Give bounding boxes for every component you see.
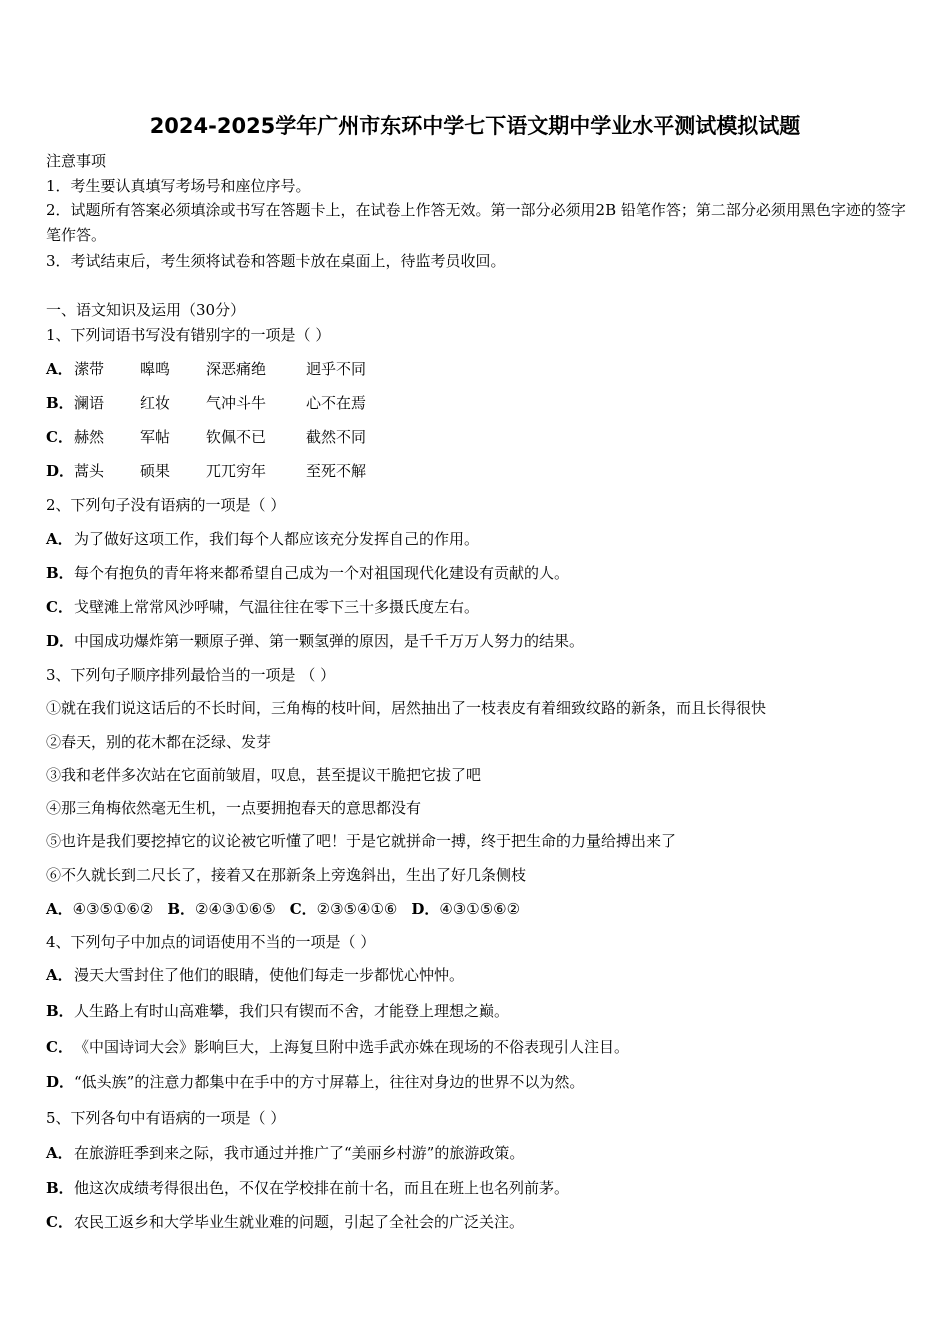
question-2-stem: 2、下列句子没有语病的一项是（ ） [46,496,286,514]
option-text: 他这次成绩考得很出色，不仅在学校排在前十名，而且在班上也名列前茅。 [74,1179,570,1197]
option-letter: B． [46,564,74,582]
option-text: 中国成功爆炸第一颗原子弹、第一颗氢弹的原因，是千千万万人努力的结果。 [74,632,585,650]
option-word: 嗥鸣 [140,360,171,378]
option-letter: D． [46,462,75,480]
option-letter: D． [46,632,75,650]
q5-option-a [46,1142,524,1164]
q3-choice-c [290,898,398,920]
option-word: 截然不同 [306,428,367,446]
option-text: ④③⑤①⑥② [72,900,154,918]
option-letter: B． [167,900,196,918]
q3-sentence-4: ④那三角梅依然毫无生机，一点要拥抱春天的意思都没有 [46,799,422,817]
q1-option-c [46,426,406,448]
question-5-stem: 5、下列各句中有语病的一项是（ ） [46,1109,286,1127]
notice-item-2: 2．试题所有答案必须填涂或书写在答题卡上，在试卷上作答无效。第一部分必须用2B 铅笔作答；第二部分必须用黑色字迹的签字笔作答。 [46,201,906,244]
option-word: 钦佩不已 [206,428,267,446]
option-letter: B． [46,1002,74,1020]
question-4-stem: 4、下列句子中加点的词语使用不当的一项是（ ） [46,933,376,951]
notice-item-3: 3．考试结束后，考生须将试卷和答题卡放在桌面上，待监考员收回。 [46,252,506,270]
q4-option-b [46,1000,509,1022]
q3-sentence-5: ⑤也许是我们要挖掉它的议论被它听懂了吧！于是它就拼命一搏，终于把生命的力量给搏出来了 [46,832,677,850]
q5-option-c [46,1211,524,1233]
exam-title: 2024-2025学年广州市东环中学七下语文期中学业水平测试模拟试题 [149,114,801,138]
q4-option-c [46,1036,629,1058]
option-text: 农民工返乡和大学毕业生就业难的问题，引起了全社会的广泛关注。 [74,1213,525,1231]
notice-item-1: 1．考生要认真填写考场号和座位序号。 [46,177,311,195]
option-word: 至死不解 [306,462,367,480]
option-text: 人生路上有时山高难攀，我们只有锲而不舍，才能登上理想之巅。 [74,1002,510,1020]
option-word: 深恶痛绝 [206,360,267,378]
option-word: 心不在焉 [306,394,367,412]
q3-choice-b [167,898,275,920]
option-text: 在旅游旺季到来之际，我市通过并推广了“美丽乡村游”的旅游政策。 [74,1144,525,1162]
option-word: 硕果 [140,462,171,480]
option-word: 红妆 [140,394,171,412]
option-word: 军帖 [140,428,171,446]
question-1-stem: 1、下列词语书写没有错别字的一项是（ ） [46,326,331,344]
q3-choice-d [411,898,520,920]
option-text: ②④③①⑥⑤ [195,900,276,918]
option-letter: C． [289,900,317,918]
option-word: 迥乎不同 [306,360,367,378]
question-3-stem: 3、下列句子顺序排列最恰当的一项是 （ ） [46,666,336,684]
notice-heading: 注意事项 [46,152,107,170]
q4-option-d [46,1071,584,1093]
option-letter: A． [46,966,73,984]
q2-option-c [46,596,479,618]
option-text: ④③①⑤⑥② [439,900,521,918]
q1-option-a [46,358,406,380]
option-letter: A． [46,900,73,918]
q3-choices [46,898,534,920]
option-letter: A． [46,360,73,378]
option-text: 为了做好这项工作，我们每个人都应该充分发挥自己的作用。 [74,530,480,548]
q2-option-d [46,630,584,652]
option-text: 漫天大雪封住了他们的眼睛，使他们每走一步都忧心忡忡。 [74,966,465,984]
q3-sentence-6: ⑥不久就长到二尺长了，接着又在那新条上旁逸斜出，生出了好几条侧枝 [46,866,527,884]
q1-option-d [46,460,406,482]
q3-sentence-2: ②春天，别的花木都在泛绿、发芽 [46,733,272,751]
option-word: 蒿头 [74,462,105,480]
option-letter: D． [46,1073,75,1091]
option-text: 《中国诗词大会》影响巨大，上海复旦附中选手武亦姝在现场的不俗表现引人注目。 [74,1038,630,1056]
section-heading: 一、语文知识及运用（30分） [46,301,246,319]
option-text: “低头族”的注意力都集中在手中的方寸屏幕上，往往对身边的世界不以为然。 [74,1073,585,1091]
q3-choice-a [46,898,153,920]
q5-option-b [46,1177,569,1199]
option-text: 戈壁滩上常常风沙呼啸，气温往往在零下三十多摄氏度左右。 [74,598,480,616]
q2-option-a [46,528,479,550]
option-letter: A． [46,1144,73,1162]
q2-option-b [46,562,569,584]
option-text: ②③⑤④①⑥ [316,900,398,918]
option-word: 赫然 [74,428,105,446]
option-letter: C． [46,1213,73,1231]
option-letter: C． [46,598,73,616]
option-letter: B． [46,1179,74,1197]
option-letter: D． [411,900,440,918]
option-text: 每个有抱负的青年将来都希望自己成为一个对祖国现代化建设有贡献的人。 [74,564,570,582]
q1-option-b [46,392,406,414]
q3-sentence-3: ③我和老伴多次站在它面前皱眉，叹息，甚至提议干脆把它拔了吧 [46,766,482,784]
q3-sentence-1: ①就在我们说这话后的不长时间，三角梅的枝叶间，居然抽出了一枝表皮有着细致纹路的新条，而且长得很快 [46,699,767,717]
option-word: 潆带 [74,360,105,378]
q4-option-a [46,964,464,986]
option-letter: B． [46,394,74,412]
option-word: 澜语 [74,394,105,412]
option-letter: A． [46,530,73,548]
option-letter: C． [46,1038,73,1056]
option-word: 气冲斗牛 [206,394,267,412]
option-letter: C． [46,428,73,446]
option-word: 兀兀穷年 [206,462,267,480]
